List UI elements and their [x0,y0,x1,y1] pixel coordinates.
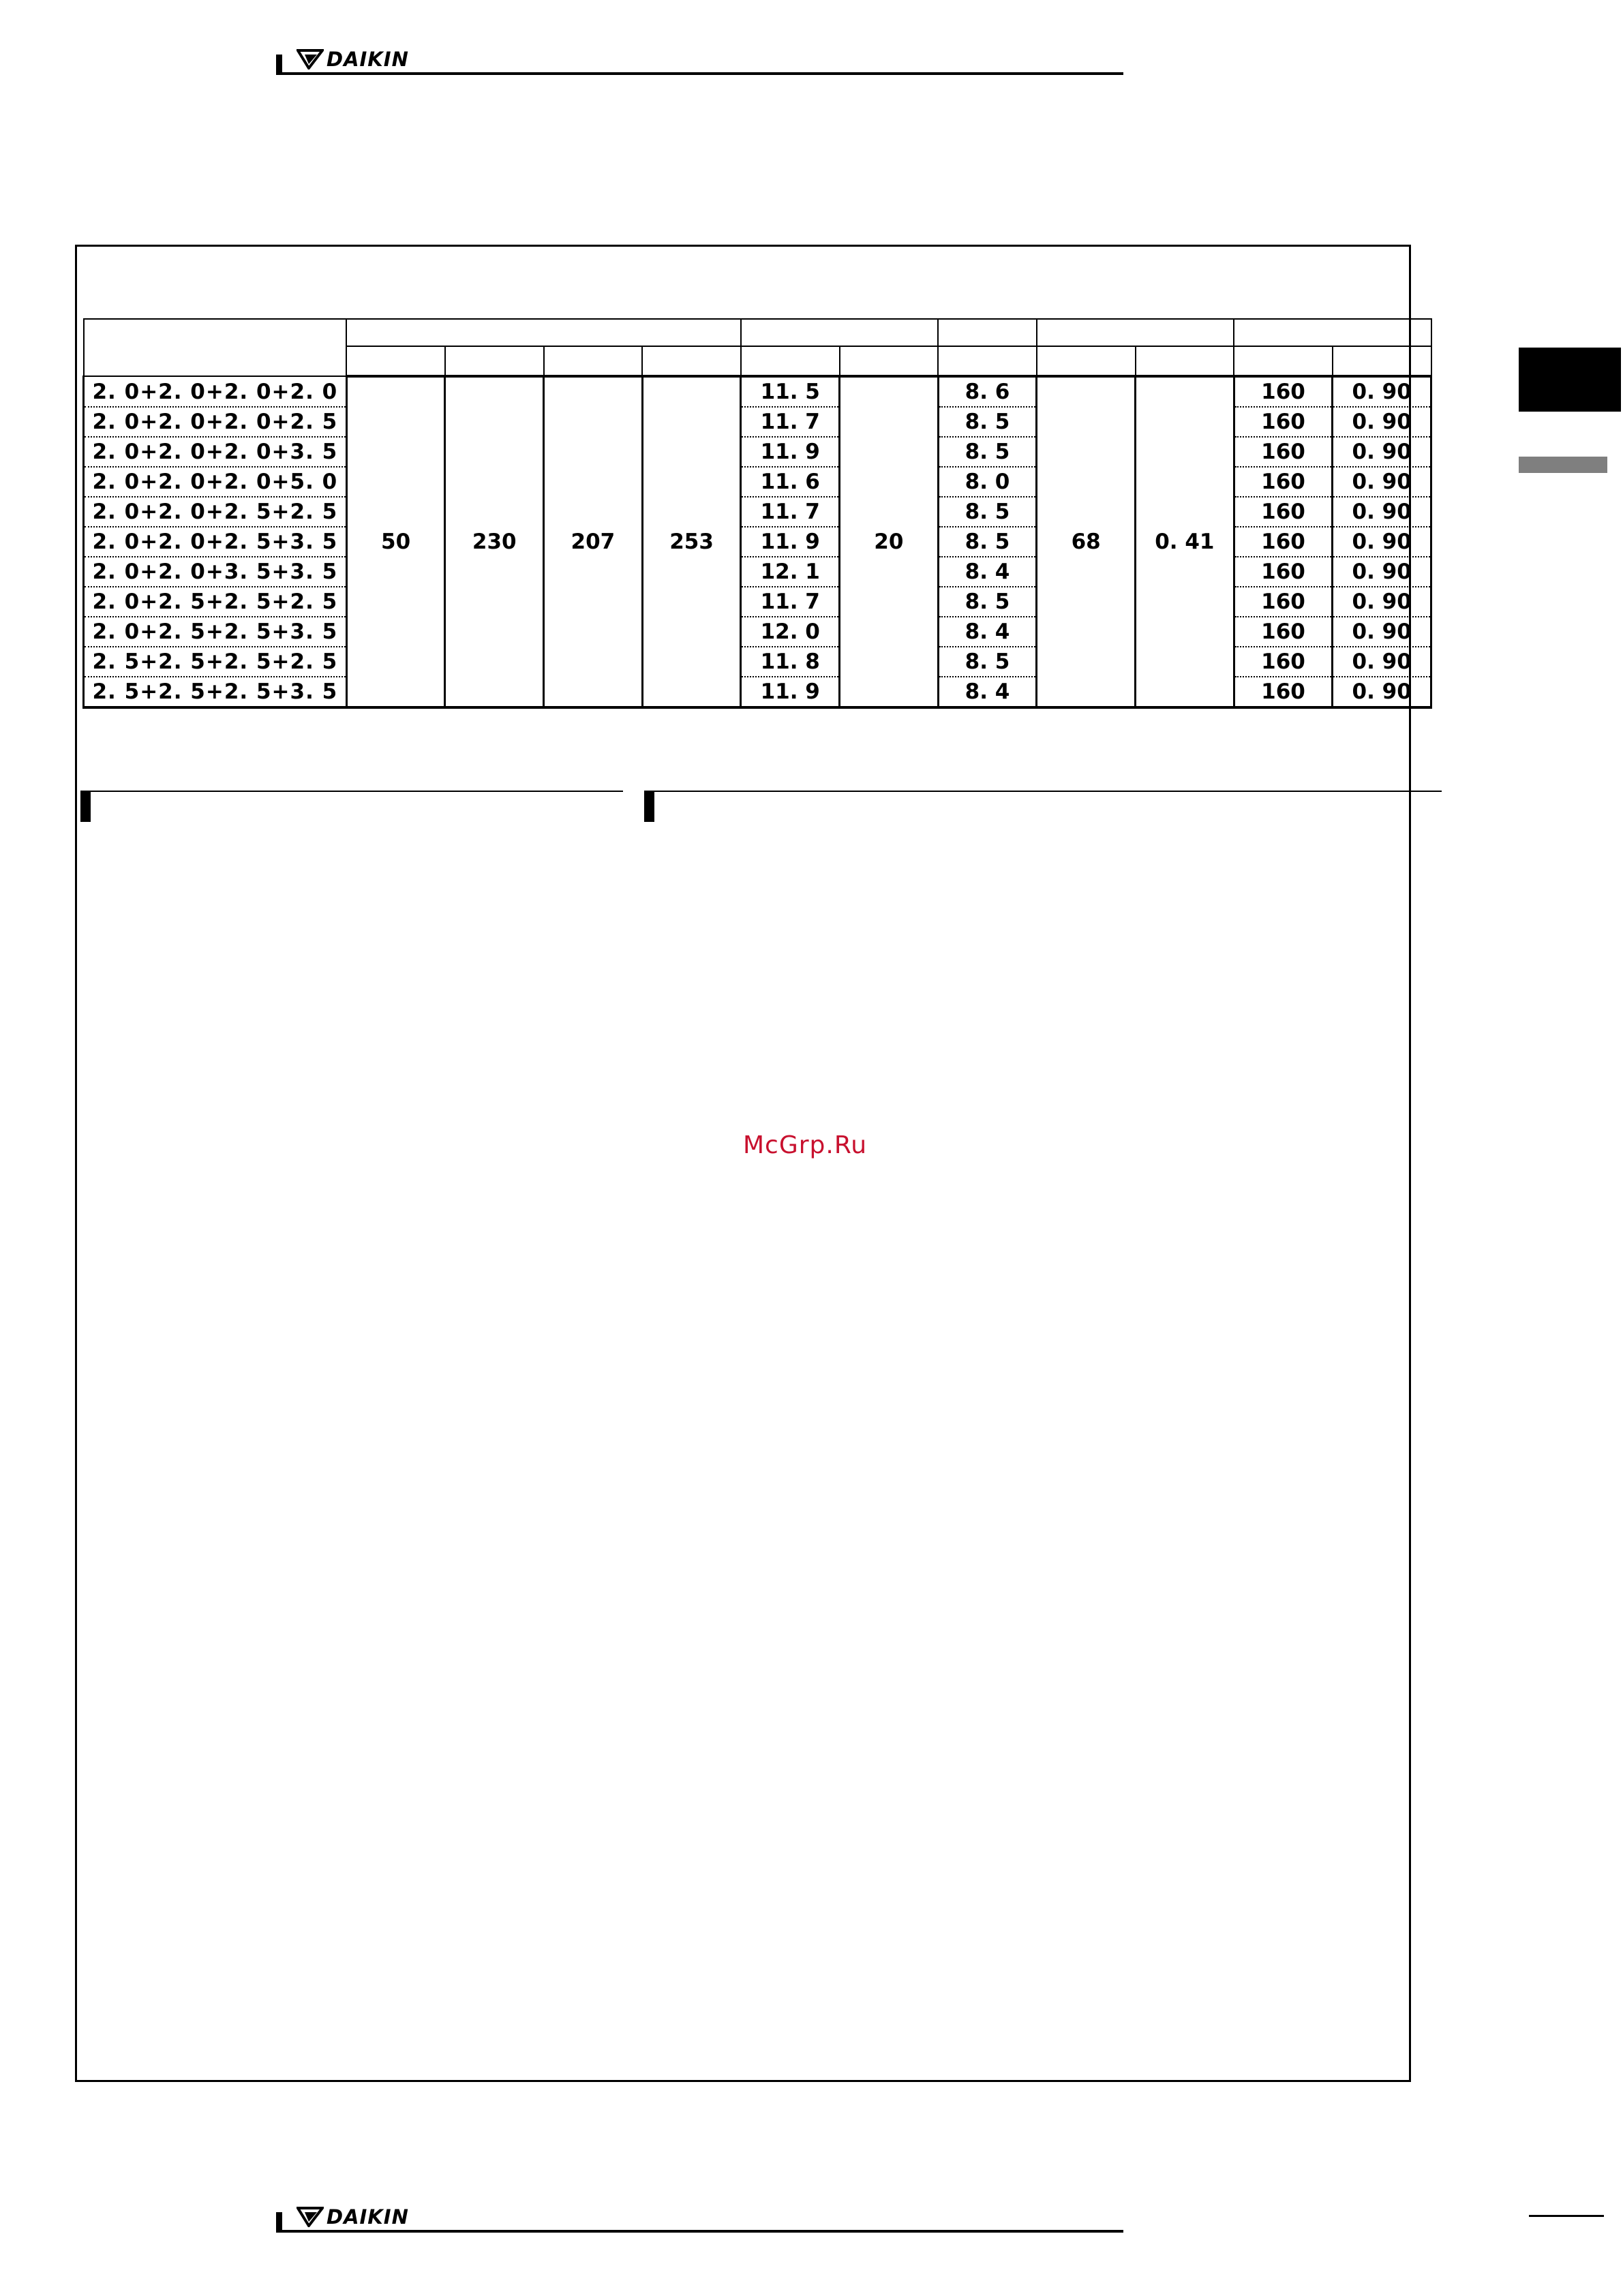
amp-max-cell: 68 [1037,376,1136,707]
value-cell: 0. 90 [1333,376,1431,407]
value-cell: 0. 90 [1333,497,1431,527]
value-cell: 160 [1234,376,1333,407]
value-cell: 0. 90 [1333,467,1431,497]
header-cell [1234,319,1431,346]
value-cell: 0. 90 [1333,437,1431,467]
watermark-text: McGrp.Ru [743,1131,868,1159]
chapter-subtab [1519,457,1607,473]
daikin-logo [297,2205,409,2229]
capacity-cell: 2. 0+2. 0+2. 5+3. 5 [84,527,347,557]
header-cell [1136,346,1234,376]
header-cell [445,346,544,376]
hz-cell: 50 [346,376,445,707]
value-cell: 8. 5 [938,527,1037,557]
value-cell: 8. 4 [938,677,1037,707]
capacity-cell: 2. 5+2. 5+2. 5+3. 5 [84,677,347,707]
value-cell: 0. 90 [1333,617,1431,647]
value-cell: 11. 5 [741,376,840,407]
capacity-cell: 2. 0+2. 0+3. 5+3. 5 [84,557,347,587]
capacity-cell: 2. 0+2. 0+2. 5+2. 5 [84,497,347,527]
header-cell [84,319,347,376]
value-cell: 0. 90 [1333,587,1431,617]
mcc-cell: 20 [840,376,939,707]
value-cell: 0. 90 [1333,407,1431,437]
value-cell: 160 [1234,467,1333,497]
voltage-min-cell: 207 [544,376,643,707]
value-cell: 8. 4 [938,617,1037,647]
value-cell: 160 [1234,437,1333,467]
daikin-logo [297,48,409,71]
value-cell: 12. 0 [741,617,840,647]
voltage-max-cell: 253 [642,376,741,707]
logo-text: DAIKIN [327,2205,409,2229]
value-cell: 160 [1234,527,1333,557]
logo-text: DAIKIN [327,48,409,71]
voltage-cell: 230 [445,376,544,707]
value-cell: 0. 90 [1333,527,1431,557]
value-cell: 8. 5 [938,587,1037,617]
section-marker [644,792,654,822]
section-marker [80,792,91,822]
header-cell [840,346,939,376]
capacity-cell: 2. 0+2. 0+2. 0+3. 5 [84,437,347,467]
value-cell: 0. 90 [1333,647,1431,677]
capacity-cell: 2. 5+2. 5+2. 5+2. 5 [84,647,347,677]
value-cell: 11. 8 [741,647,840,677]
value-cell: 8. 5 [938,647,1037,677]
footer-tick [276,2212,282,2233]
value-cell: 8. 6 [938,376,1037,407]
value-cell: 0. 90 [1333,557,1431,587]
value-cell: 160 [1234,617,1333,647]
page-number-rule [1529,2215,1604,2217]
value-cell: 8. 5 [938,437,1037,467]
kw-cell: 0. 41 [1136,376,1234,707]
header-cell [346,319,741,346]
header-tick [276,55,282,75]
header-rule [276,48,1123,75]
electrical-data-table [82,318,1432,709]
value-cell: 8. 5 [938,407,1037,437]
value-cell: 8. 4 [938,557,1037,587]
header-cell [346,346,445,376]
capacity-cell: 2. 0+2. 0+2. 0+2. 0 [84,376,347,407]
value-cell: 160 [1234,557,1333,587]
value-cell: 11. 9 [741,677,840,707]
capacity-cell: 2. 0+2. 5+2. 5+2. 5 [84,587,347,617]
chapter-tab [1519,348,1621,412]
value-cell: 11. 9 [741,527,840,557]
capacity-cell: 2. 0+2. 0+2. 0+2. 5 [84,407,347,437]
value-cell: 0. 90 [1333,677,1431,707]
header-cell [938,319,1037,346]
value-cell: 160 [1234,497,1333,527]
value-cell: 8. 5 [938,497,1037,527]
value-cell: 160 [1234,677,1333,707]
capacity-cell: 2. 0+2. 0+2. 0+5. 0 [84,467,347,497]
header-cell [741,319,938,346]
header-cell [1037,319,1234,346]
header-cell [1333,346,1431,376]
value-cell: 11. 7 [741,407,840,437]
value-cell: 160 [1234,647,1333,677]
daikin-triangle-icon [297,2207,324,2227]
daikin-triangle-icon [297,49,324,70]
section-heading-right [644,791,1442,822]
header-row-1 [84,319,1431,346]
header-cell [938,346,1037,376]
value-cell: 11. 7 [741,497,840,527]
content-frame [75,245,1411,2082]
capacity-cell: 2. 0+2. 5+2. 5+3. 5 [84,617,347,647]
value-cell: 160 [1234,587,1333,617]
value-cell: 12. 1 [741,557,840,587]
header-cell [1037,346,1136,376]
value-cell: 11. 9 [741,437,840,467]
header-cell [544,346,643,376]
value-cell: 11. 6 [741,467,840,497]
header-cell [642,346,741,376]
section-heading-left [80,791,623,822]
value-cell: 11. 7 [741,587,840,617]
value-cell: 160 [1234,407,1333,437]
footer-rule [276,2205,1123,2233]
value-cell: 8. 0 [938,467,1037,497]
table-row [84,376,1431,407]
header-cell [1234,346,1333,376]
header-cell [741,346,840,376]
